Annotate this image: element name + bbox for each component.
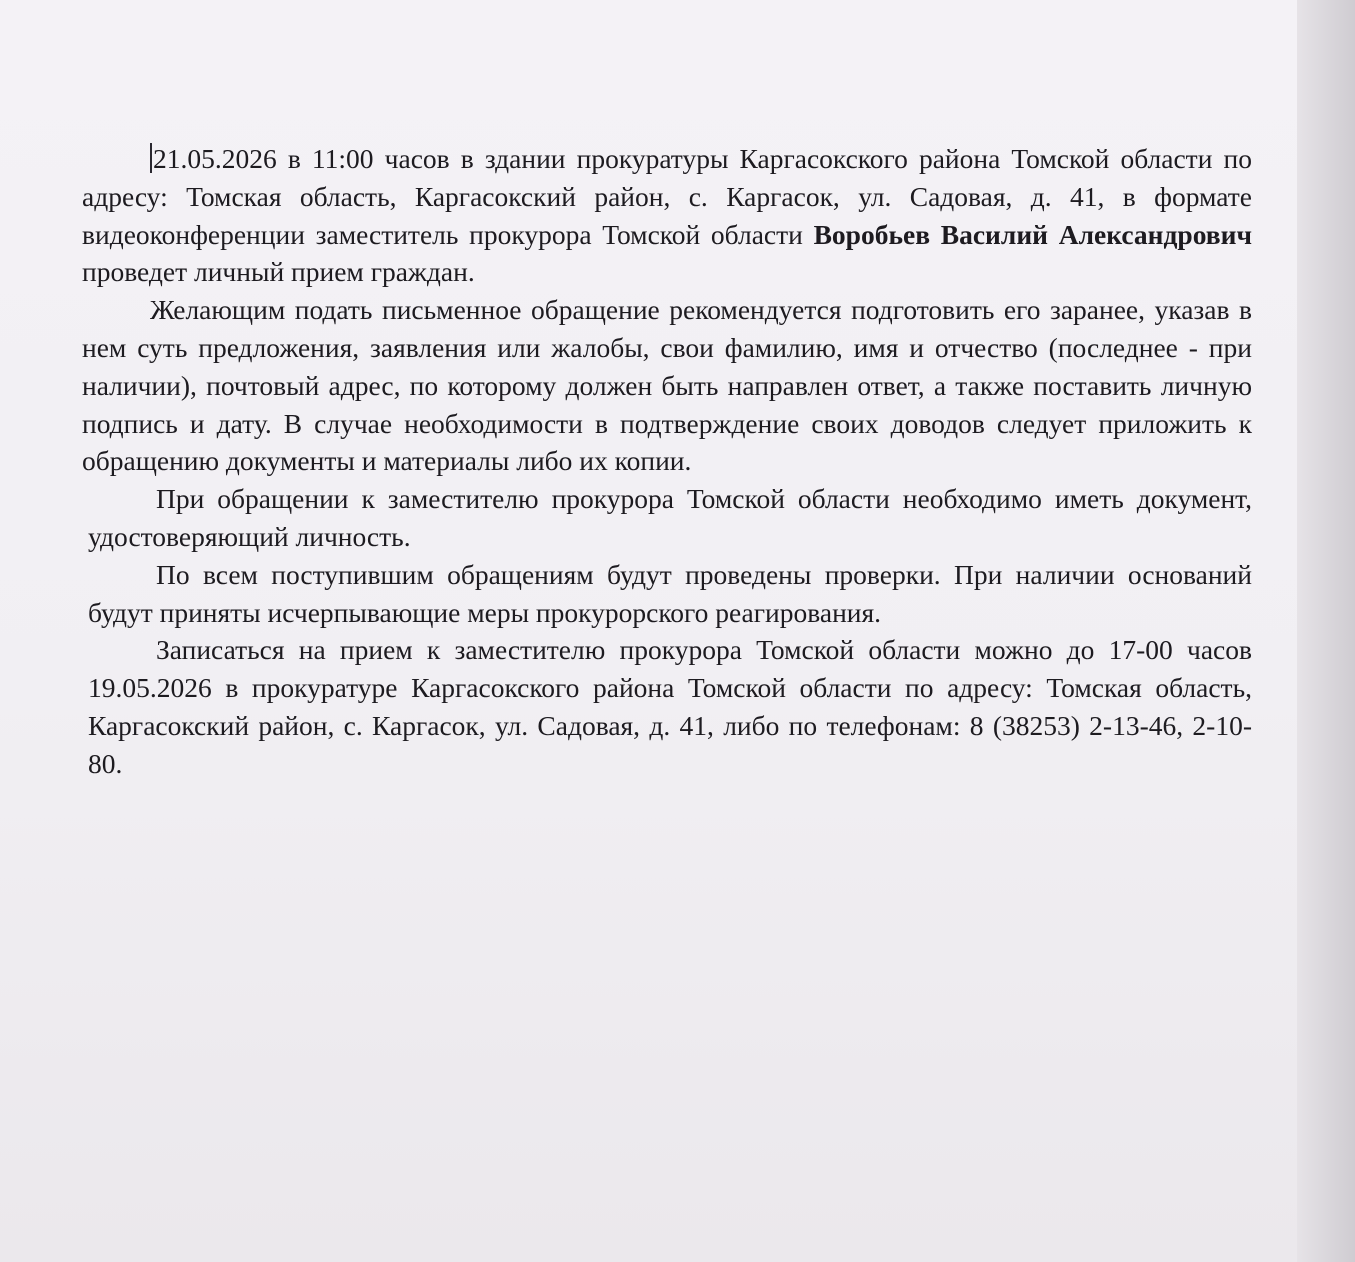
paragraph-written-appeal: Желающим подать письменное обращение рекомендуется подготовить его заранее, указав в нем суть предложения, заявления или жалобы, свои фамилию, имя и отчество (последнее - при наличии), почтовый адрес, по которому должен быть направлен ответ, а также поставить личную подпись и дату. В случае необходимости в подтверждение своих доводов следует приложить к обращению документы и материалы либо их копии. — [82, 294, 1252, 477]
paragraph-inspections: По всем поступившим обращениям будут проведены проверки. При наличии оснований будут приняты исчерпывающие меры прокурорского реагирования. — [88, 558, 1252, 628]
paragraph-registration: Записаться на прием к заместителю прокурора Томской области можно до 17-00 часов 19.05.2026 в прокуратуре Каргасокского района Томской области по адресу: Томская область, Каргасокский район, с. Каргасок, ул. Садовая, д. 41, либо по телефонам: 8 (38253) 2-13-46, 2-10-80. — [88, 634, 1252, 779]
paragraph-1-text: 21.05.2026 в 11:00 часов в здании прокуратуры Каргасокского района Томской области по адресу: Томская область, Каргасокский район, с. Каргасок, ул. Садовая, д. 41, в формате видеоконференции заместитель прокурора Томской области — [82, 143, 1252, 250]
paragraph-1-ending: проведет личный прием граждан. — [82, 256, 475, 288]
paragraph-announcement — [82, 140, 1252, 291]
paragraph-identity-document: При обращении к заместителю прокурора Томской области необходимо иметь документ, удостоверяющий личность. — [88, 483, 1252, 552]
document-body[interactable] — [82, 140, 1252, 783]
official-name: Воробьев Василий Александрович — [813, 218, 1252, 250]
screen-bezel — [1297, 0, 1355, 1262]
text-cursor — [150, 143, 152, 173]
